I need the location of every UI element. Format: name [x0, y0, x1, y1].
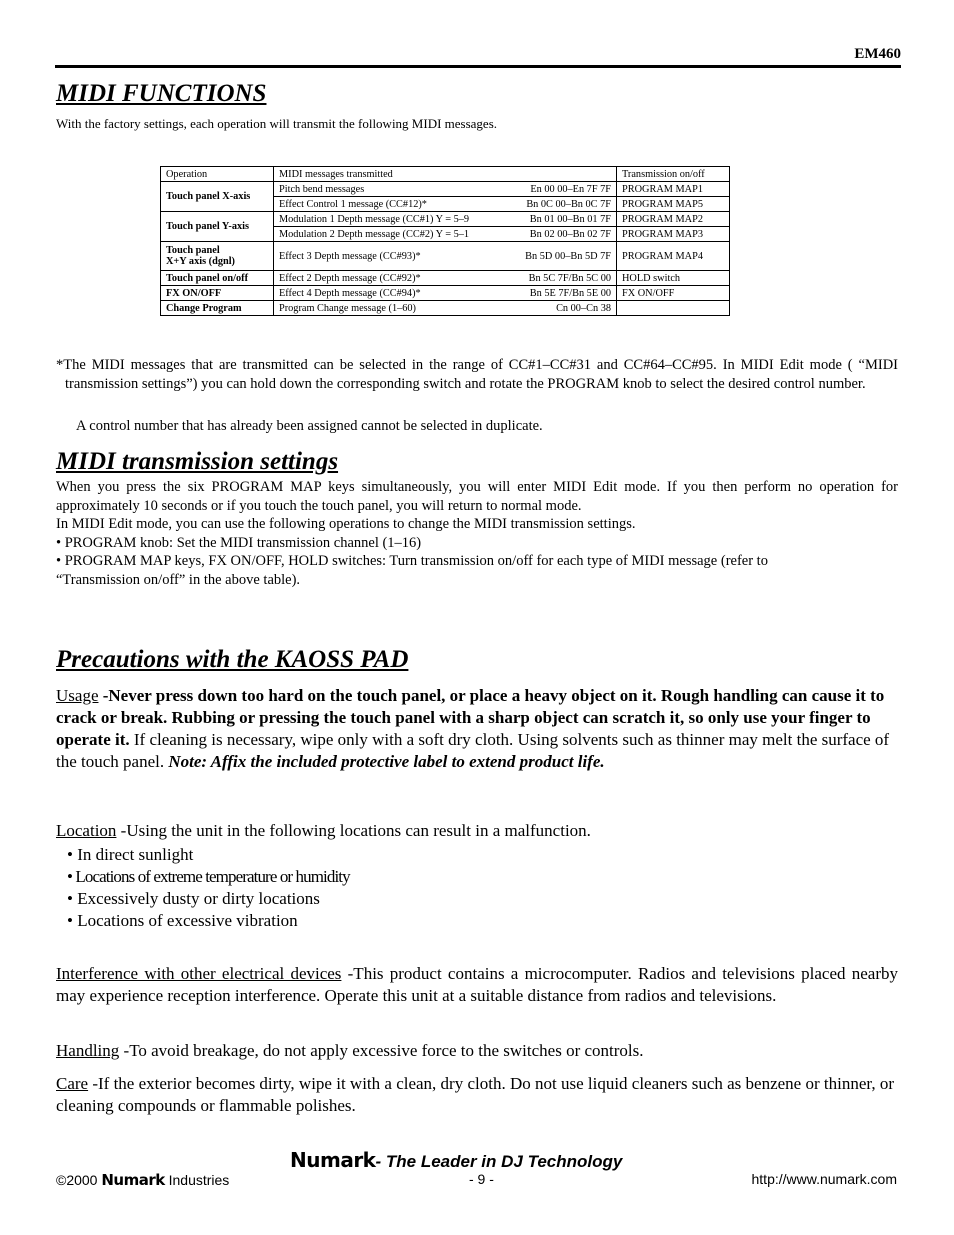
location-text: -Using the unit in the following locations can result in a malfunction.: [116, 821, 591, 840]
midi-note-duplicate: A control number that has already been assigned cannot be selected in duplicate.: [76, 418, 543, 434]
transmission-paragraph: In MIDI Edit mode, you can use the following operations to change the MIDI transmission settings.: [56, 516, 636, 532]
transmission-title: MIDI transmission settings: [56, 448, 339, 475]
message-code: Bn 5C 7F/Bn 5C 00: [528, 272, 611, 284]
location-label: Location: [56, 821, 117, 840]
table-row: [161, 182, 730, 197]
message-code: Bn 5D 00–Bn 5D 7F: [525, 250, 611, 262]
footer-copyright: [56, 1171, 229, 1189]
handling-paragraph: [56, 1040, 898, 1062]
list-item: • Locations of extreme temperature or humidity: [67, 867, 350, 886]
midi-note: [56, 356, 898, 393]
message-cell: [274, 227, 617, 242]
table-header: Transmission on/off: [617, 167, 730, 182]
copyright-year: ©2000: [56, 1172, 98, 1188]
table-row: [161, 242, 730, 271]
model-code: EM460: [854, 46, 901, 62]
midi-functions-intro: With the factory settings, each operation will transmit the following MIDI messages.: [56, 116, 498, 131]
usage-cleaning: If cleaning is necessary, wipe only with a soft dry cloth. Using solvents such as thinner may melt the surface of the touch panel.: [56, 730, 890, 771]
transmission-cell: HOLD switch: [617, 271, 730, 286]
operation-cell: [161, 242, 274, 271]
usage-note: Note: Affix the included protective label to extend product life.: [168, 752, 605, 771]
midi-functions-title: MIDI FUNCTIONS: [56, 80, 267, 107]
message-code: Bn 02 00–Bn 02 7F: [529, 228, 611, 240]
care-text: -If the exterior becomes dirty, wipe it with a clean, dry cloth. Do not use liquid cleaners such as benzene or thinner, or cleaning compounds or flammable polishes.: [56, 1074, 895, 1115]
message-text: Effect 2 Depth message (CC#92)*: [279, 272, 421, 284]
location-paragraph: [56, 820, 898, 842]
usage-label: Usage: [56, 686, 99, 705]
operation-cell: Touch panel on/off: [161, 271, 274, 286]
message-cell: [274, 182, 617, 197]
transmission-cell: PROGRAM MAP2: [617, 212, 730, 227]
industries-text: Industries: [168, 1172, 230, 1188]
interference-text: -This product contains a microcomputer. Radios and televisions placed nearby may experience reception interference. Operate this unit at a suitable distance from radios and televisions.: [56, 964, 898, 1005]
transmission-cell: PROGRAM MAP4: [617, 242, 730, 271]
transmission-cell: PROGRAM MAP5: [617, 197, 730, 212]
message-text: Effect 3 Depth message (CC#93)*: [279, 250, 421, 262]
care-label: Care: [56, 1074, 89, 1093]
operation-cell: Change Program: [161, 301, 274, 316]
numark-logo: Numark: [290, 1148, 376, 1172]
message-cell: [274, 242, 617, 271]
handling-label: Handling: [56, 1041, 120, 1060]
message-code: Bn 5E 7F/Bn 5E 00: [529, 287, 611, 299]
message-cell: [274, 271, 617, 286]
transmission-cell: PROGRAM MAP3: [617, 227, 730, 242]
care-paragraph: [56, 1073, 898, 1117]
list-item: • Excessively dusty or dirty locations: [67, 889, 320, 908]
transmission-cell: FX ON/OFF: [617, 286, 730, 301]
website-url: http://www.numark.com: [751, 1171, 897, 1187]
operation-cell: FX ON/OFF: [161, 286, 274, 301]
message-code: Bn 0C 00–Bn 0C 7F: [526, 198, 611, 210]
transmission-cell: [617, 301, 730, 316]
list-item: • Locations of excessive vibration: [67, 911, 298, 930]
transmission-body: [56, 478, 898, 589]
table-header-row: [161, 167, 730, 182]
midi-note-text: *The MIDI messages that are transmitted can be selected in the range of CC#1–CC#31 and CC#64–CC#95. In MIDI Edit mode ( “MIDI transmission settings”) you can hold down the corresponding switch and rotate the PROGRAM knob to select the desired control number.: [56, 357, 898, 392]
message-text: Modulation 2 Depth message (CC#2) Y = 5–1: [279, 228, 470, 240]
usage-warning: -Never press down too hard on the touch panel, or place a heavy object on it. Rough handling can cause it to crack or break. Rubbing or pressing the touch panel with a sharp object can scratch it, so only use your finger to operate it.: [56, 686, 885, 749]
message-text: Program Change message (1–60): [279, 302, 416, 314]
tagline-text: - The Leader in DJ Technology: [375, 1152, 623, 1171]
usage-paragraph: [56, 685, 898, 773]
message-text: Pitch bend messages: [279, 183, 365, 195]
interference-paragraph: [56, 963, 898, 1007]
message-text: Effect Control 1 message (CC#12)*: [279, 198, 427, 210]
message-code: Bn 01 00–Bn 01 7F: [529, 213, 611, 225]
midi-messages-table: [160, 166, 730, 316]
message-cell: [274, 286, 617, 301]
message-cell: [274, 301, 617, 316]
transmission-bullet: • PROGRAM MAP keys, FX ON/OFF, HOLD switches: Turn transmission on/off for each type of MIDI message (refer to “Transmission on/off” in the above table).: [56, 553, 768, 588]
message-code: En 00 00–En 7F 7F: [530, 183, 611, 195]
operation-line: Touch panel: [166, 245, 220, 256]
footer-tagline: [290, 1148, 622, 1172]
table-header: Operation: [161, 167, 274, 182]
precautions-title: Precautions with the KAOSS PAD: [56, 646, 409, 673]
table-row: [161, 271, 730, 286]
numark-logo-small: Numark: [101, 1171, 165, 1189]
header-rule: [55, 65, 901, 68]
table-row: [161, 301, 730, 316]
transmission-bullet: • PROGRAM knob: Set the MIDI transmission channel (1–16): [56, 534, 422, 551]
table-row: [161, 286, 730, 301]
message-code: Cn 00–Cn 38: [556, 302, 611, 314]
message-text: Modulation 1 Depth message (CC#1) Y = 5–9: [279, 213, 470, 225]
handling-text: -To avoid breakage, do not apply excessive force to the switches or controls.: [119, 1041, 644, 1060]
operation-cell: Touch panel X-axis: [161, 182, 274, 212]
list-item: • In direct sunlight: [67, 845, 194, 864]
operation-cell: Touch panel Y-axis: [161, 212, 274, 242]
message-cell: [274, 212, 617, 227]
page-number: - 9 -: [469, 1171, 494, 1187]
message-cell: [274, 197, 617, 212]
message-text: Effect 4 Depth message (CC#94)*: [279, 287, 421, 299]
transmission-paragraph: When you press the six PROGRAM MAP keys simultaneously, you will enter MIDI Edit mode. If you then perform no operation for approximately 10 seconds or if you touch the touch panel, you will return to normal mode.: [56, 479, 898, 514]
table-header: MIDI messages transmitted: [274, 167, 617, 182]
location-list: [67, 844, 350, 932]
table-row: [161, 212, 730, 227]
operation-line: X+Y axis (dgnl): [166, 256, 235, 267]
transmission-cell: PROGRAM MAP1: [617, 182, 730, 197]
interference-label: Interference with other electrical devices: [56, 964, 342, 983]
